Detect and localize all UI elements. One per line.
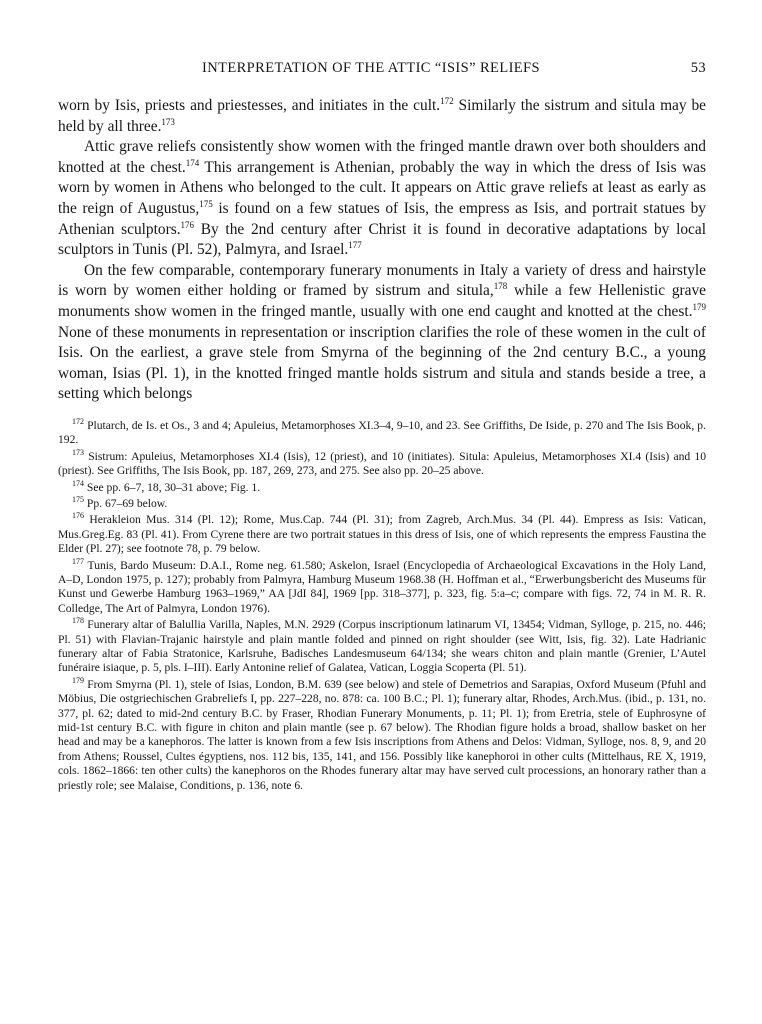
footnote-number: 179 bbox=[72, 675, 84, 685]
book-page bbox=[58, 60, 706, 795]
footnote-number: 177 bbox=[72, 556, 84, 566]
footnote-text: Tunis, Bardo Museum: D.A.I., Rome neg. 61.580; Askelon, Israel (Encyclopedia of Archaeological Excavations in the Holy Land, A–D, London 1975, p. 127); probably from Palmyra, Hamburg Museum 1968.38 (H. Hoffman et al., “Erwerbungsbericht des Museums für Kunst und Gewerbe Hamburg 1963–1969,” AA [JdI 84], 1969 [pp. 318–377], p. 323, fig. 5:a–c; compare with figs. 72, 74 in M. R. R. Colledge, The Art of Palmyra, London 1976). bbox=[58, 558, 706, 615]
text-segment: Attic grave reliefs consistently show women with the fringed mantle drawn over both shoulders and knotted at the chest. bbox=[58, 138, 706, 176]
footnote-ref: 179 bbox=[692, 301, 706, 312]
footnote-ref: 173 bbox=[161, 116, 175, 127]
footnote bbox=[58, 556, 706, 617]
footnote-text: From Smyrna (Pl. 1), stele of Isias, London, B.M. 639 (see below) and stele of Demetrios and Sarapias, Oxford Museum (Pfuhl and Möbius, Die ostgriechischen Grabreliefs I, pp. 227–228, no. 878: ca. 100 B.C.; Pl. 1); funerary altar, Rhodes, Arch.Mus. (ibid., p. 131, no. 377, pl. 62; dated to mid-2nd century B.C. by Fraser, Rhodian Funerary Monuments, p. 11; Pl. 1); from Eretria, stele of Euphrosyne of mid-1st century B.C. with figure in chiton and plain mantle (see p. 67 below). The Rhodian figure holds a broad, shallow basket on her head and may be a kanephoros. The latter is known from a few Isis inscriptions from Athens and Delos: Vidman, Sylloge, nos. 8, 9, and 20 from Athens; Roussel, Cultes égyptiens, nos. 112 bis, 135, 141, and 156. Possibly like kanephoroi in other cults (Mittelhaus, RE X, 1919, cols. 1862–1866: ten other cults) the kanephoros on the Rhodes funerary altar may have served cult processions, an honorary rather than a priestly role; see Malaise, Conditions, p. 136, note 6. bbox=[58, 677, 706, 792]
main-text bbox=[58, 96, 706, 405]
footnote-text: Plutarch, de Is. et Os., 3 and 4; Apuleius, Metamorphoses XI.3–4, 9–10, and 23. See Griffiths, De Iside, p. 270 and The Isis Book, p. 192. bbox=[58, 418, 706, 447]
footnote bbox=[58, 513, 706, 556]
footnote bbox=[58, 618, 706, 676]
footnote-ref: 175 bbox=[199, 198, 213, 209]
footnote bbox=[58, 675, 706, 793]
footnote-ref: 177 bbox=[348, 240, 362, 251]
footnotes bbox=[58, 419, 706, 793]
footnote bbox=[58, 497, 706, 511]
text-segment: worn by Isis, priests and priestesses, and initiates in the cult. bbox=[58, 97, 441, 114]
footnote-text: Sistrum: Apuleius, Metamorphoses XI.4 (Isis), 12 (priest), and 10 (initiates). Situla: Apuleius, Metamorphoses XI.4 (Isis) and 10 (priest). See Griffiths, The Isis Book, pp. 187, 269, 273, and 275. See also pp. 20–25 above. bbox=[58, 449, 706, 478]
footnote-number: 178 bbox=[72, 616, 84, 626]
footnote bbox=[58, 419, 706, 448]
footnote-text: Pp. 67–69 below. bbox=[86, 496, 168, 510]
running-header bbox=[58, 60, 706, 82]
footnote-text: See pp. 6–7, 18, 30–31 above; Fig. 1. bbox=[86, 480, 261, 494]
footnote-ref: 176 bbox=[180, 219, 195, 230]
text-segment: By the 2nd century after Christ it is found in decorative adaptations by local sculptors in Tunis (Pl. 52), Palmyra, and Israel. bbox=[58, 220, 706, 259]
paragraph bbox=[58, 137, 706, 261]
text-segment: Similarly the sistrum and situla may be held by all three. bbox=[58, 97, 707, 135]
text-segment: is found on a few statues of Isis, the empress as Isis, and portrait statues by Athenian sculptors. bbox=[58, 199, 706, 238]
text-segment: while a few Hellenistic grave monuments show women in the fringed mantle, usually with one end caught and knotted at the chest. bbox=[58, 282, 706, 320]
footnote-text: Herakleion Mus. 314 (Pl. 12); Rome, Mus.Cap. 744 (Pl. 31); from Zagreb, Arch.Mus. 34 (Pl. 44). Empress as Isis: Vatican, Mus.Greg.Eg. 83 (Pl. 41). From Cyrene there are two portrait statues in this dress of Isis, one of which represents the empress Faustina the Elder (Pl. 27); see footnote 78, p. 79 below. bbox=[58, 513, 706, 556]
text-segment: On the few comparable, contemporary funerary monuments in Italy a variety of dress and hairstyle is worn by women either holding or framed by sistrum and situla, bbox=[58, 261, 706, 300]
footnote-text: Funerary altar of Balullia Varilla, Naples, M.N. 2929 (Corpus inscriptionum latinarum VI, 13454; Vidman, Sylloge, p. 215, no. 446; Pl. 51) with Flavian-Trajanic hairstyle and plain mantle folded and pinned on right shoulder (see Witt, Isis, fig. 32). Late Hadrianic funerary altar of Fabia Stratonice, Karlsruhe, Badisches Landesmuseum 64/134; she wears chiton and plain mantle (Grenier, L’Autel funéraire isiaque, p. 5, pls. I–III). Early Antonine relief of Galatea, Vatican, Loggia Scoperta (Pl. 51). bbox=[58, 618, 706, 675]
footnote-ref: 174 bbox=[185, 157, 200, 168]
footnote-number: 175 bbox=[72, 495, 84, 505]
footnote-number: 173 bbox=[72, 447, 84, 457]
paragraph bbox=[58, 96, 706, 137]
footnote-ref: 178 bbox=[493, 281, 508, 292]
footnote bbox=[58, 478, 706, 495]
running-title: INTERPRETATION OF THE ATTIC “ISIS” RELIEFS bbox=[202, 60, 540, 76]
footnote-number: 174 bbox=[72, 478, 84, 488]
footnote-ref: 172 bbox=[440, 95, 454, 106]
text-segment: None of these monuments in representation or inscription clarifies the role of these women in the cult of Isis. On the earliest, a grave stele from Smyrna of the beginning of the 2nd century B.C., a young woman, Isias (Pl. 1), in the knotted fringed mantle holds sistrum and situla and stands beside a tree, a setting which belongs bbox=[58, 323, 706, 403]
footnote-number: 176 bbox=[72, 511, 84, 521]
page-number: 53 bbox=[690, 60, 706, 76]
text-segment: This arrangement is Athenian, probably the way in which the dress of Isis was worn by women in Athens who belonged to the cult. It appears on Attic grave reliefs at least as early as the reign of Augustus, bbox=[58, 158, 706, 217]
footnote-number: 172 bbox=[72, 417, 84, 427]
footnote bbox=[58, 447, 706, 479]
paragraph bbox=[58, 261, 706, 405]
